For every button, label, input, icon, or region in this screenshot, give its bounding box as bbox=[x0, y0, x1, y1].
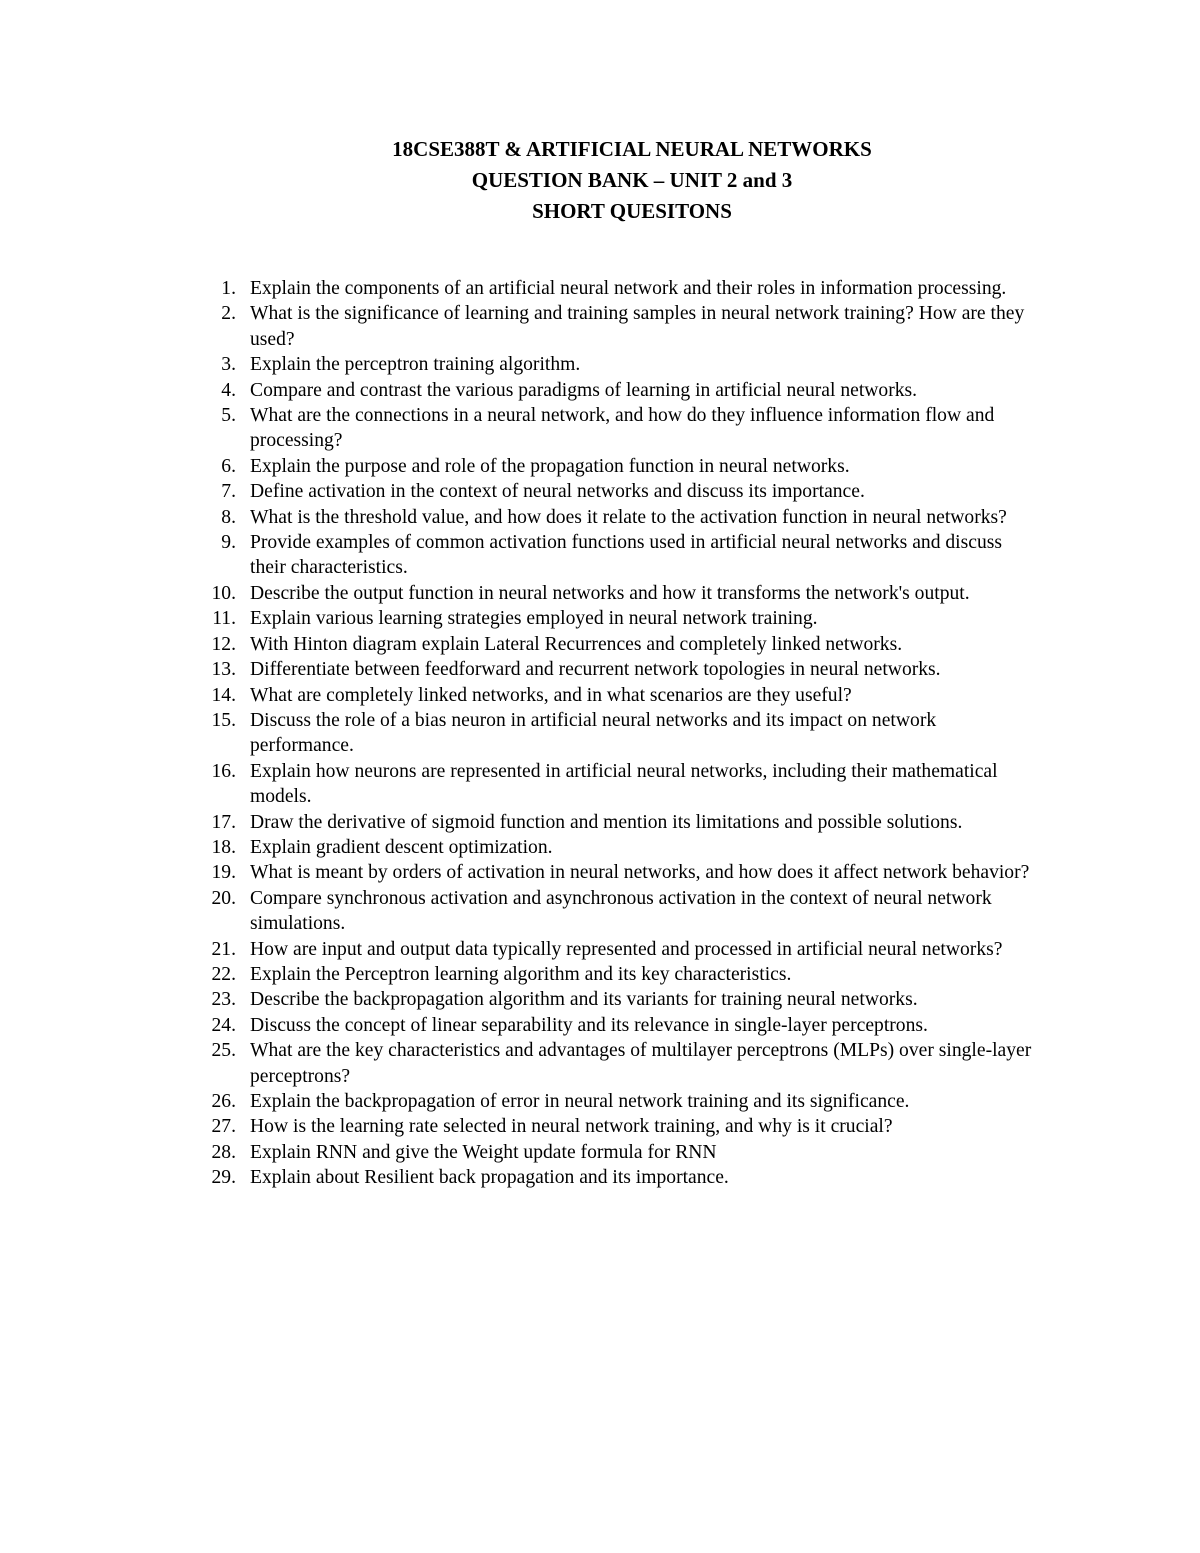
question-text: What are the connections in a neural network, and how do they influence information flow and processing? bbox=[250, 405, 995, 452]
question-number: 20. bbox=[211, 887, 236, 909]
question-item bbox=[210, 505, 1040, 530]
question-text: Explain the purpose and role of the propagation function in neural networks. bbox=[250, 455, 850, 477]
question-text: How is the learning rate selected in neural network training, and why is it crucial? bbox=[250, 1116, 893, 1138]
question-item bbox=[210, 937, 1040, 962]
question-text: Explain how neurons are represented in artificial neural networks, including their mathematical models. bbox=[250, 760, 998, 808]
question-text: Explain the Perceptron learning algorithm and its key characteristics. bbox=[250, 963, 792, 985]
question-number: 24. bbox=[211, 1014, 236, 1036]
question-number: 15. bbox=[211, 709, 236, 731]
question-item bbox=[210, 378, 1040, 403]
question-number: 8. bbox=[221, 506, 236, 528]
question-number: 9. bbox=[221, 532, 236, 554]
question-item bbox=[210, 606, 1040, 631]
question-number: 10. bbox=[211, 582, 236, 604]
question-item bbox=[210, 1013, 1040, 1038]
question-text: Compare synchronous activation and asynchronous activation in the context of neural network simulations. bbox=[250, 887, 992, 935]
question-number: 28. bbox=[211, 1141, 236, 1163]
question-text: Explain the perceptron training algorithm. bbox=[250, 354, 581, 376]
question-number: 26. bbox=[211, 1091, 236, 1112]
question-text: Explain about Resilient back propagation and its importance. bbox=[250, 1167, 729, 1189]
question-text: What is the threshold value, and how does it relate to the activation function in neural networks? bbox=[250, 506, 1007, 528]
question-text: Describe the backpropagation algorithm and its variants for training neural networks. bbox=[250, 989, 918, 1011]
question-number: 17. bbox=[211, 811, 236, 833]
question-item bbox=[210, 454, 1040, 479]
question-number: 19. bbox=[211, 862, 236, 884]
question-item bbox=[210, 1038, 1040, 1089]
question-item bbox=[210, 632, 1040, 657]
question-number: 16. bbox=[211, 760, 236, 782]
question-text: Compare and contrast the various paradigms of learning in artificial neural networks. bbox=[250, 379, 918, 401]
question-text: Differentiate between feedforward and recurrent network topologies in neural networks. bbox=[250, 659, 941, 681]
question-item bbox=[210, 657, 1040, 682]
question-number: 12. bbox=[211, 633, 236, 655]
question-number: 14. bbox=[211, 684, 236, 706]
question-text: What is meant by orders of activation in neural networks, and how does it affect network behavior? bbox=[250, 862, 1030, 884]
question-item bbox=[210, 1140, 1040, 1165]
question-text: What are completely linked networks, and in what scenarios are they useful? bbox=[250, 684, 852, 706]
question-number: 29. bbox=[211, 1167, 236, 1189]
bank-title: QUESTION BANK – UNIT 2 and 3 bbox=[471, 168, 793, 192]
question-number: 4. bbox=[221, 379, 236, 401]
question-text: What is the significance of learning and training samples in neural network training? How are they used? bbox=[250, 303, 1025, 350]
question-text: Provide examples of common activation functions used in artificial neural networks and discuss their characteristics. bbox=[250, 532, 1002, 579]
question-number: 13. bbox=[211, 659, 236, 681]
question-item bbox=[210, 1165, 1040, 1190]
question-item bbox=[210, 276, 1040, 301]
question-number: 1. bbox=[221, 278, 236, 299]
question-number: 7. bbox=[221, 481, 236, 503]
question-item bbox=[210, 530, 1040, 581]
question-text: Explain gradient descent optimization. bbox=[250, 836, 553, 858]
question-item bbox=[210, 810, 1040, 835]
question-number: 18. bbox=[211, 836, 236, 858]
question-number: 6. bbox=[221, 455, 236, 477]
question-text: Explain the components of an artificial neural network and their roles in information processing. bbox=[250, 278, 1007, 299]
question-item bbox=[210, 860, 1040, 885]
question-item bbox=[210, 352, 1040, 377]
question-item bbox=[210, 301, 1040, 352]
question-number: 2. bbox=[221, 303, 236, 325]
question-item bbox=[210, 683, 1040, 708]
question-text: Explain RNN and give the Weight update formula for RNN bbox=[250, 1141, 717, 1163]
question-text: Discuss the role of a bias neuron in artificial neural networks and its impact on network performance. bbox=[250, 709, 937, 757]
question-number: 3. bbox=[221, 354, 236, 376]
course-title: 18CSE388T & ARTIFICIAL NEURAL NETWORKS bbox=[392, 137, 872, 161]
question-number: 21. bbox=[211, 938, 236, 960]
question-text: Explain the backpropagation of error in neural network training and its significance. bbox=[250, 1091, 910, 1112]
document-heading bbox=[0, 134, 1200, 227]
question-text: Draw the derivative of sigmoid function and mention its limitations and possible solutions. bbox=[250, 811, 963, 833]
question-number: 5. bbox=[221, 405, 236, 427]
question-text: What are the key characteristics and advantages of multilayer perceptrons (MLPs) over single-layer perceptrons? bbox=[250, 1040, 1032, 1087]
question-item bbox=[210, 962, 1040, 987]
question-item bbox=[210, 1114, 1040, 1139]
question-list bbox=[210, 276, 1040, 1191]
question-item bbox=[210, 403, 1040, 454]
question-number: 11. bbox=[212, 608, 236, 630]
question-item bbox=[210, 581, 1040, 606]
section-title: SHORT QUESITONS bbox=[532, 199, 732, 223]
question-number: 27. bbox=[211, 1116, 236, 1138]
question-item bbox=[210, 479, 1040, 504]
question-item bbox=[210, 759, 1040, 810]
question-text: Discuss the concept of linear separability and its relevance in single-layer perceptrons. bbox=[250, 1014, 928, 1036]
question-number: 25. bbox=[211, 1040, 236, 1062]
question-text: Describe the output function in neural networks and how it transforms the network's output. bbox=[250, 582, 970, 604]
question-item bbox=[210, 708, 1040, 759]
question-text: With Hinton diagram explain Lateral Recurrences and completely linked networks. bbox=[250, 633, 903, 655]
question-text: Explain various learning strategies employed in neural network training. bbox=[250, 608, 818, 630]
question-item bbox=[210, 987, 1040, 1012]
question-number: 23. bbox=[211, 989, 236, 1011]
question-item bbox=[210, 1089, 1040, 1114]
question-number: 22. bbox=[211, 963, 236, 985]
question-text: How are input and output data typically represented and processed in artificial neural networks? bbox=[250, 938, 1003, 960]
question-text: Define activation in the context of neural networks and discuss its importance. bbox=[250, 481, 865, 503]
question-item bbox=[210, 835, 1040, 860]
question-item bbox=[210, 886, 1040, 937]
